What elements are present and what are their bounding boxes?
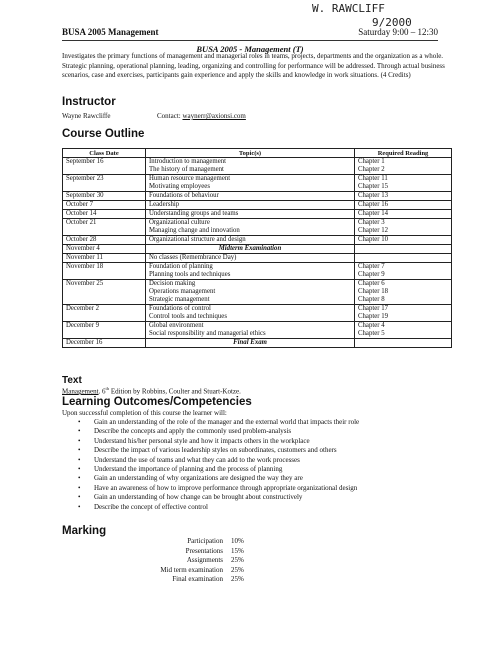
- class-date-cell: October 28: [63, 236, 146, 245]
- class-date-cell: October 14: [63, 210, 146, 219]
- table-row: [63, 192, 452, 201]
- outline-body: [63, 158, 452, 348]
- topic-cell: Global environment: [146, 322, 355, 331]
- course-description: Investigates the primary functions of management and managerial roles in teams, projects, departments and the organization as a whole. Strategic planning, operational planning, leading, organizing and controlling for performance will be addressed. Through actual business scenarios, case and exercises, participants gain experience and apply the skills and knowledge in work situations. (4 Credits): [62, 52, 445, 79]
- list-item: • Gain an understanding of why organizations are designed the way they are: [94, 474, 484, 483]
- handwritten-name: W. RAWCLIFF: [312, 2, 385, 15]
- page-header: [62, 27, 438, 39]
- instructor-info: [62, 112, 246, 120]
- topic-cell: Leadership: [146, 201, 355, 210]
- marking-label: Assignments: [186, 556, 223, 564]
- topic-cell: Foundation of planning: [146, 263, 355, 272]
- table-row: [63, 158, 452, 167]
- list-item: • Understand the importance of planning and the process of planning: [94, 465, 484, 474]
- instructor-name: Wayne Rawcliffe: [62, 112, 111, 120]
- table-row: [63, 227, 452, 236]
- outcomes-list: [62, 418, 484, 512]
- table-row: [63, 305, 452, 314]
- marking-label: Presentations: [185, 546, 223, 555]
- course-title: BUSA 2005 - Management (T): [196, 44, 304, 54]
- marking-row: [130, 556, 261, 566]
- reading-cell: Chapter 4: [355, 322, 452, 331]
- list-item: • Gain an understanding of how change can be brought about constructively: [94, 493, 484, 502]
- table-row: [63, 245, 452, 254]
- class-date-cell: [63, 271, 146, 280]
- marking-value: 25%: [231, 565, 244, 574]
- table-row: [63, 166, 452, 175]
- class-date-cell: [63, 166, 146, 175]
- table-row: [63, 339, 452, 348]
- class-date-cell: December 2: [63, 305, 146, 314]
- topic-cell: Organizational structure and design: [146, 236, 355, 245]
- instructor-heading: Instructor: [62, 96, 116, 108]
- list-item: • Have an awareness of how to improve performance through appropriate organizational design: [94, 484, 484, 493]
- text-heading: Text: [62, 375, 82, 386]
- table-row: [63, 313, 452, 322]
- topic-cell: Operations management: [146, 288, 355, 296]
- reading-cell: Chapter 5: [355, 330, 452, 339]
- topic-cell: Strategic management: [146, 296, 355, 305]
- class-date-cell: November 18: [63, 263, 146, 272]
- class-date-cell: September 30: [63, 192, 146, 201]
- topic-cell: Control tools and techniques: [146, 313, 355, 322]
- outline-heading: Course Outline: [62, 128, 145, 140]
- reading-cell: Chapter 7: [355, 263, 452, 272]
- marking-value: 25%: [231, 575, 244, 583]
- reading-cell: Chapter 1: [355, 158, 452, 167]
- table-row: [63, 236, 452, 245]
- list-item: • Describe the impact of various leadership styles on subordinates, customers and others: [94, 446, 484, 455]
- reading-cell: [355, 339, 452, 348]
- marking-value: 15%: [231, 546, 244, 555]
- course-code: BUSA 2005 Management: [62, 27, 159, 37]
- table-row: [63, 271, 452, 280]
- class-date-cell: November 25: [63, 280, 146, 289]
- instructor-contact: [157, 112, 246, 120]
- class-date-cell: November 11: [63, 254, 146, 263]
- class-date-cell: [63, 296, 146, 305]
- class-date-cell: [63, 183, 146, 192]
- topic-cell: Understanding groups and teams: [146, 210, 355, 219]
- class-date-cell: October 21: [63, 219, 146, 228]
- marking-row: [130, 566, 261, 576]
- reading-cell: Chapter 12: [355, 227, 452, 236]
- class-date-cell: December 9: [63, 322, 146, 331]
- table-row: [63, 201, 452, 210]
- reading-cell: Chapter 8: [355, 296, 452, 305]
- table-row: [63, 175, 452, 184]
- class-date-cell: [63, 330, 146, 339]
- list-item: • Gain an understanding of the role of the manager and the external world that impacts their role: [94, 418, 484, 427]
- instructor-email[interactable]: waynerr@axionsi.com: [182, 112, 246, 120]
- column-header: Class Date: [63, 149, 146, 158]
- textbook-edition: 6: [102, 387, 106, 396]
- reading-cell: Chapter 17: [355, 305, 452, 314]
- reading-cell: Chapter 6: [355, 280, 452, 289]
- edition-suffix: th: [105, 386, 110, 391]
- topic-cell: Managing change and innovation: [146, 227, 355, 236]
- handwritten-date: 9/2000: [372, 16, 412, 29]
- table-row: [63, 210, 452, 219]
- reading-cell: [355, 245, 452, 254]
- list-item: • Understand his/her personal style and how it impacts others in the workplace: [94, 437, 484, 446]
- learning-heading: Learning Outcomes/Competencies: [62, 396, 252, 408]
- reading-cell: Chapter 18: [355, 288, 452, 296]
- column-header: Required Reading: [355, 149, 452, 158]
- marking-label: Mid term examination: [160, 565, 223, 574]
- reading-cell: Chapter 2: [355, 166, 452, 175]
- class-date-cell: September 23: [63, 175, 146, 184]
- class-time: Saturday 9:00 – 12:30: [358, 27, 438, 37]
- topic-cell: Midterm Examination: [146, 245, 355, 254]
- marking-row: [130, 547, 261, 557]
- table-row: [63, 254, 452, 263]
- topic-cell: Foundations of control: [146, 305, 355, 314]
- class-date-cell: [63, 227, 146, 236]
- reading-cell: Chapter 10: [355, 236, 452, 245]
- topic-cell: Organizational culture: [146, 219, 355, 228]
- class-date-cell: [63, 288, 146, 296]
- textbook-authors: Edition by Robbins, Coulter and Stuart-Kotze.: [110, 387, 241, 396]
- reading-cell: Chapter 13: [355, 192, 452, 201]
- marking-heading: Marking: [62, 525, 107, 537]
- reading-cell: Chapter 3: [355, 219, 452, 228]
- topic-cell: Foundations of behaviour: [146, 192, 355, 201]
- marking-row: [130, 537, 261, 547]
- topic-cell: Final Exam: [146, 339, 355, 348]
- topic-cell: Planning tools and techniques: [146, 271, 355, 280]
- reading-cell: Chapter 9: [355, 271, 452, 280]
- reading-cell: Chapter 16: [355, 201, 452, 210]
- table-row: [63, 296, 452, 305]
- class-date-cell: September 16: [63, 158, 146, 167]
- marking-value: 10%: [231, 537, 244, 545]
- textbook: Management. 6th Edition by Robbins, Coulter and Stuart-Kotze.: [62, 386, 241, 396]
- textbook-title: Management: [62, 387, 99, 396]
- marking-list: [130, 537, 261, 585]
- course-outline-table: [62, 148, 452, 348]
- class-date-cell: October 7: [63, 201, 146, 210]
- topic-cell: No classes (Remembrance Day): [146, 254, 355, 263]
- header-rule: [62, 40, 438, 41]
- table-header-row: [63, 149, 452, 158]
- learning-lead: Upon successful completion of this course the learner will:: [62, 409, 227, 417]
- table-row: [63, 288, 452, 296]
- topic-cell: Social responsibility and managerial ethics: [146, 330, 355, 339]
- class-date-cell: November 4: [63, 245, 146, 254]
- table-row: [63, 263, 452, 272]
- table-row: [63, 280, 452, 289]
- topic-cell: Motivating employees: [146, 183, 355, 192]
- topic-cell: Human resource management: [146, 175, 355, 184]
- reading-cell: Chapter 15: [355, 183, 452, 192]
- contact-label: Contact:: [157, 112, 181, 120]
- list-item: • Understand the use of teams and what they can add to the work processes: [94, 456, 484, 465]
- marking-value: 25%: [231, 556, 244, 564]
- marking-label: Participation: [187, 537, 223, 545]
- reading-cell: Chapter 14: [355, 210, 452, 219]
- table-row: [63, 330, 452, 339]
- topic-cell: Decision making: [146, 280, 355, 289]
- table-row: [63, 322, 452, 331]
- table-row: [63, 219, 452, 228]
- class-date-cell: [63, 313, 146, 322]
- column-header: Topic(s): [146, 149, 355, 158]
- reading-cell: Chapter 19: [355, 313, 452, 322]
- marking-row: [130, 575, 261, 585]
- topic-cell: Introduction to management: [146, 158, 355, 167]
- reading-cell: Chapter 11: [355, 175, 452, 184]
- list-item: • Describe the concepts and apply the commonly used problem-analysis: [94, 427, 484, 436]
- table-row: [63, 183, 452, 192]
- marking-label: Final examination: [172, 575, 223, 583]
- topic-cell: The history of management: [146, 166, 355, 175]
- class-date-cell: December 16: [63, 339, 146, 348]
- list-item: • Describe the concept of effective control: [94, 503, 484, 512]
- reading-cell: [355, 254, 452, 263]
